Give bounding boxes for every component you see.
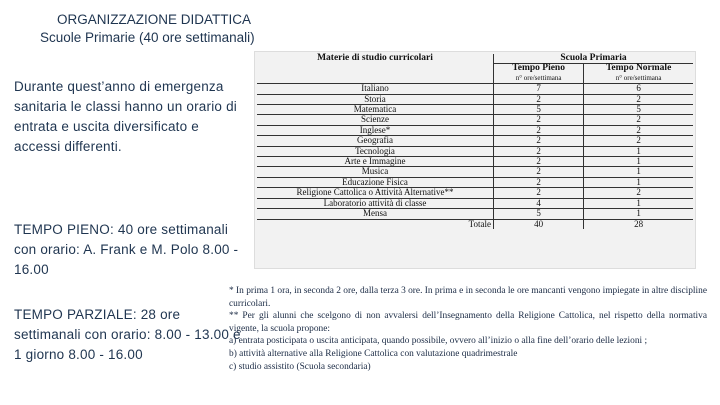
page-title: ORGANIZZAZIONE DIDATTICA — [57, 12, 252, 27]
subject-cell: Musica — [257, 167, 494, 177]
intro-paragraph: Durante quest’anno di emergenza sanitaria le classi hanno un orario di entrata e uscita diversificato e accessi differenti. — [14, 79, 237, 154]
subjects-header: Materie di studio curricolari — [257, 54, 494, 84]
footnote: a) entrata posticipata o uscita anticipata, quando possibile, ovvero all’inizio o alla fine dell’orario delle lezioni ; — [229, 336, 648, 347]
total-label: Totale — [468, 218, 491, 229]
page-subtitle: Scuole Primarie (40 ore settimanali) — [40, 30, 255, 45]
total-pieno: 40 — [494, 219, 584, 229]
table-row — [257, 94, 693, 104]
footnote: c) studio assistito (Scuola secondaria) — [229, 361, 371, 372]
curriculum-table-image — [255, 52, 695, 268]
table-row — [257, 198, 693, 208]
footnote: ** Per gli alunni che scelgono di non avvalersi dell’Insegnamento della Religione Cattolica, nel rispetto della normativa vigente, la scuola propone: — [229, 311, 707, 334]
tempo-pieno-cell: 2 — [494, 167, 584, 177]
tempo-pieno-cell: 7 — [494, 84, 584, 94]
tempo-pieno-cell: 2 — [494, 188, 584, 198]
table-row — [257, 157, 693, 167]
tempo-normale-cell: 1 — [584, 157, 693, 167]
col-tempo-pieno-note: n° ore/settimana — [494, 74, 584, 84]
tempo-pieno-cell: 2 — [494, 125, 584, 135]
table-row — [257, 84, 693, 94]
subject-cell: Laboratorio attività di classe — [257, 198, 494, 208]
tempo-normale-cell: 2 — [584, 115, 693, 125]
tempo-pieno-cell: 5 — [494, 209, 584, 219]
tempo-normale-cell: 2 — [584, 125, 693, 135]
footnotes — [229, 285, 707, 373]
subject-cell: Tecnologia — [257, 146, 494, 156]
subject-cell: Mensa — [257, 209, 494, 219]
tempo-pieno-cell: 2 — [494, 115, 584, 125]
footnote: * In prima 1 ora, in seconda 2 ore, dalla terza 3 ore. In prima e in seconda le ore mancanti vengono impiegate in altre discipline curricolari. — [229, 286, 707, 309]
table-row — [257, 115, 693, 125]
tempo-normale-cell: 1 — [584, 146, 693, 156]
tempo-normale-cell: 1 — [584, 209, 693, 219]
tempo-pieno-cell: 2 — [494, 94, 584, 104]
subject-cell: Storia — [257, 94, 494, 104]
tempo-normale-cell: 1 — [584, 177, 693, 187]
tempo-pieno-cell: 2 — [494, 157, 584, 167]
title-block — [40, 11, 340, 47]
table-row — [257, 167, 693, 177]
tempo-pieno-cell: 2 — [494, 146, 584, 156]
footnote: b) attività alternative alla Religione Cattolica con valutazione quadrimestrale — [229, 348, 518, 359]
table-row — [257, 188, 693, 198]
table-row — [257, 125, 693, 135]
tempo-normale-cell: 2 — [584, 136, 693, 146]
tempo-parziale-paragraph: TEMPO PARZIALE: 28 ore settimanali con orario: 8.00 - 13.00 e 1 giorno 8.00 - 16.00 — [14, 307, 241, 362]
subject-cell: Scienze — [257, 115, 494, 125]
tempo-pieno-cell: 4 — [494, 198, 584, 208]
tempo-normale-cell: 1 — [584, 167, 693, 177]
subject-cell: Arte e Immagine — [257, 157, 494, 167]
table-row — [257, 177, 693, 187]
subject-cell: Geografia — [257, 136, 494, 146]
tempo-normale-cell: 5 — [584, 105, 693, 115]
col-tempo-normale-header: Tempo Normale — [584, 64, 693, 74]
tempo-pieno-cell: 2 — [494, 136, 584, 146]
tempo-normale-cell: 1 — [584, 198, 693, 208]
tempo-normale-cell: 2 — [584, 188, 693, 198]
school-header: Scuola Primaria — [494, 54, 694, 64]
col-tempo-pieno-header: Tempo Pieno — [494, 64, 584, 74]
subject-cell: Inglese* — [257, 125, 494, 135]
tempo-normale-cell: 2 — [584, 94, 693, 104]
subject-cell: Educazione Fisica — [257, 177, 494, 187]
tempo-normale-cell: 6 — [584, 84, 693, 94]
tempo-pieno-paragraph: TEMPO PIENO: 40 ore settimanali con orario: A. Frank e M. Polo 8.00 - 16.00 — [14, 222, 239, 277]
table-row — [257, 136, 693, 146]
col-tempo-normale-note: n° ore/settimana — [584, 74, 693, 84]
table-row — [257, 146, 693, 156]
total-normale: 28 — [584, 219, 693, 229]
subject-cell: Italiano — [257, 84, 494, 94]
subject-cell: Religione Cattolica o Attività Alternative** — [257, 188, 494, 198]
curriculum-table — [257, 54, 693, 229]
table-row — [257, 105, 693, 115]
tempo-pieno-cell: 5 — [494, 105, 584, 115]
tempo-pieno-cell: 2 — [494, 177, 584, 187]
table-row — [257, 209, 693, 219]
subject-cell: Matematica — [257, 105, 494, 115]
